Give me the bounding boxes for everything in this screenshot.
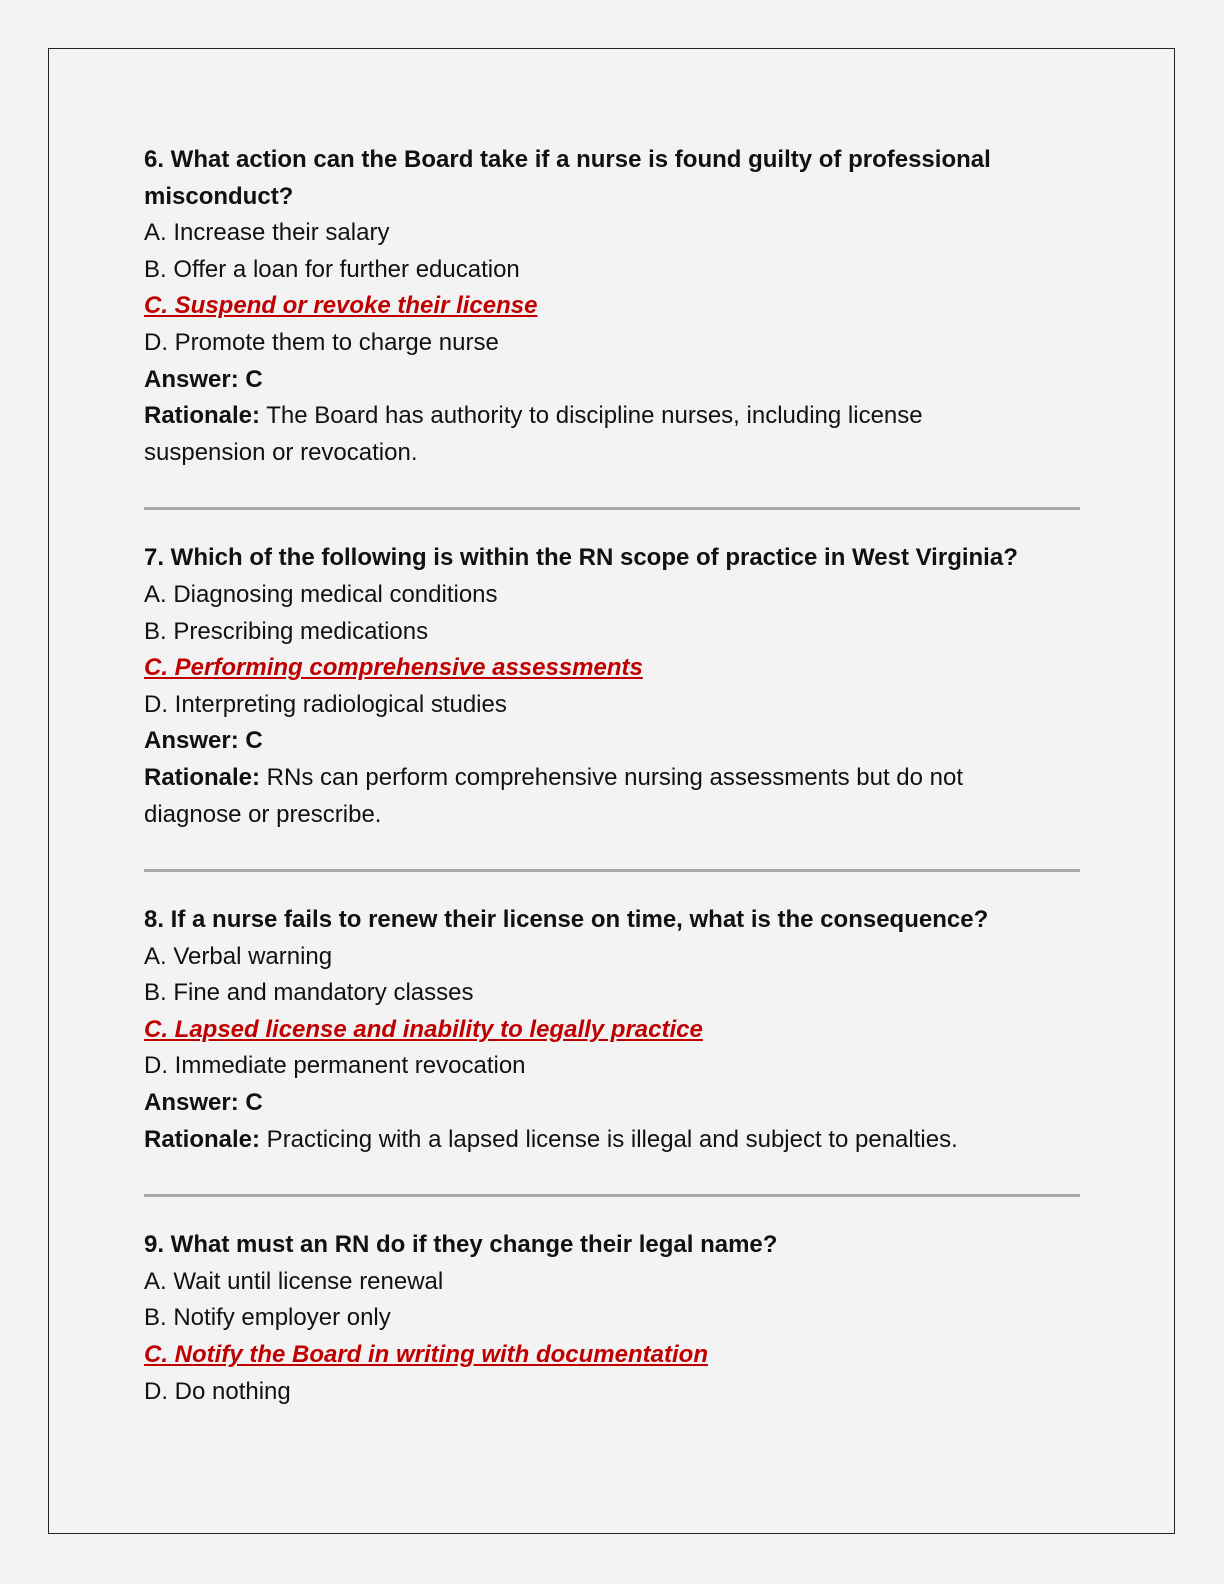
rationale-line xyxy=(144,398,1080,435)
question-8 xyxy=(144,902,1080,1158)
rationale-text-cont: suspension or revocation. xyxy=(144,438,418,466)
question-title: 9. What must an RN do if they change their legal name? xyxy=(144,1231,778,1259)
rationale-label: Rationale: xyxy=(144,402,261,430)
divider xyxy=(144,1194,1080,1197)
rationale-label: Rationale: xyxy=(144,1125,261,1153)
option-c-correct: C. Notify the Board in writing with documentation xyxy=(144,1341,708,1369)
question-title: 7. Which of the following is within the RN scope of practice in West Virginia? xyxy=(144,544,1018,572)
option-d: D. Promote them to charge nurse xyxy=(144,328,499,356)
question-title: 6. What action can the Board take if a nurse is found guilty of professional xyxy=(144,146,991,173)
answer-line: Answer: C xyxy=(144,365,263,393)
rationale-text: Practicing with a lapsed license is illegal and subject to penalties. xyxy=(260,1125,958,1153)
option-a: A. Verbal warning xyxy=(144,942,333,970)
rationale-text-cont: diagnose or prescribe. xyxy=(144,800,382,828)
question-9 xyxy=(144,1227,1080,1410)
rationale-line xyxy=(144,1122,1080,1159)
option-d: D. Interpreting radiological studies xyxy=(144,690,507,718)
question-7 xyxy=(144,540,1080,833)
quiz-content xyxy=(144,142,1080,1410)
option-b: B. Fine and mandatory classes xyxy=(144,979,474,1007)
rationale-label: Rationale: xyxy=(144,763,261,791)
option-c-correct: C. Suspend or revoke their license xyxy=(144,292,538,320)
option-a: A. Wait until license renewal xyxy=(144,1267,444,1295)
question-title: 8. If a nurse fails to renew their license on time, what is the consequence? xyxy=(144,906,989,934)
rationale-text: RNs can perform comprehensive nursing assessments but do not xyxy=(260,763,964,791)
option-b: B. Notify employer only xyxy=(144,1304,391,1332)
divider xyxy=(144,869,1080,872)
option-c-correct: C. Performing comprehensive assessments xyxy=(144,654,643,682)
option-b: B. Offer a loan for further education xyxy=(144,255,520,283)
option-d: D. Do nothing xyxy=(144,1377,291,1405)
question-6 xyxy=(144,142,1080,471)
answer-line: Answer: C xyxy=(144,1089,263,1117)
rationale-text: The Board has authority to discipline nurses, including license xyxy=(260,402,923,430)
option-c-correct: C. Lapsed license and inability to legally practice xyxy=(144,1015,703,1043)
rationale-line xyxy=(144,760,1080,797)
option-a: A. Diagnosing medical conditions xyxy=(144,580,498,608)
question-title-cont: misconduct? xyxy=(144,182,294,210)
option-a: A. Increase their salary xyxy=(144,219,390,247)
option-d: D. Immediate permanent revocation xyxy=(144,1052,526,1080)
option-b: B. Prescribing medications xyxy=(144,617,429,645)
divider xyxy=(144,507,1080,510)
answer-line: Answer: C xyxy=(144,727,263,755)
